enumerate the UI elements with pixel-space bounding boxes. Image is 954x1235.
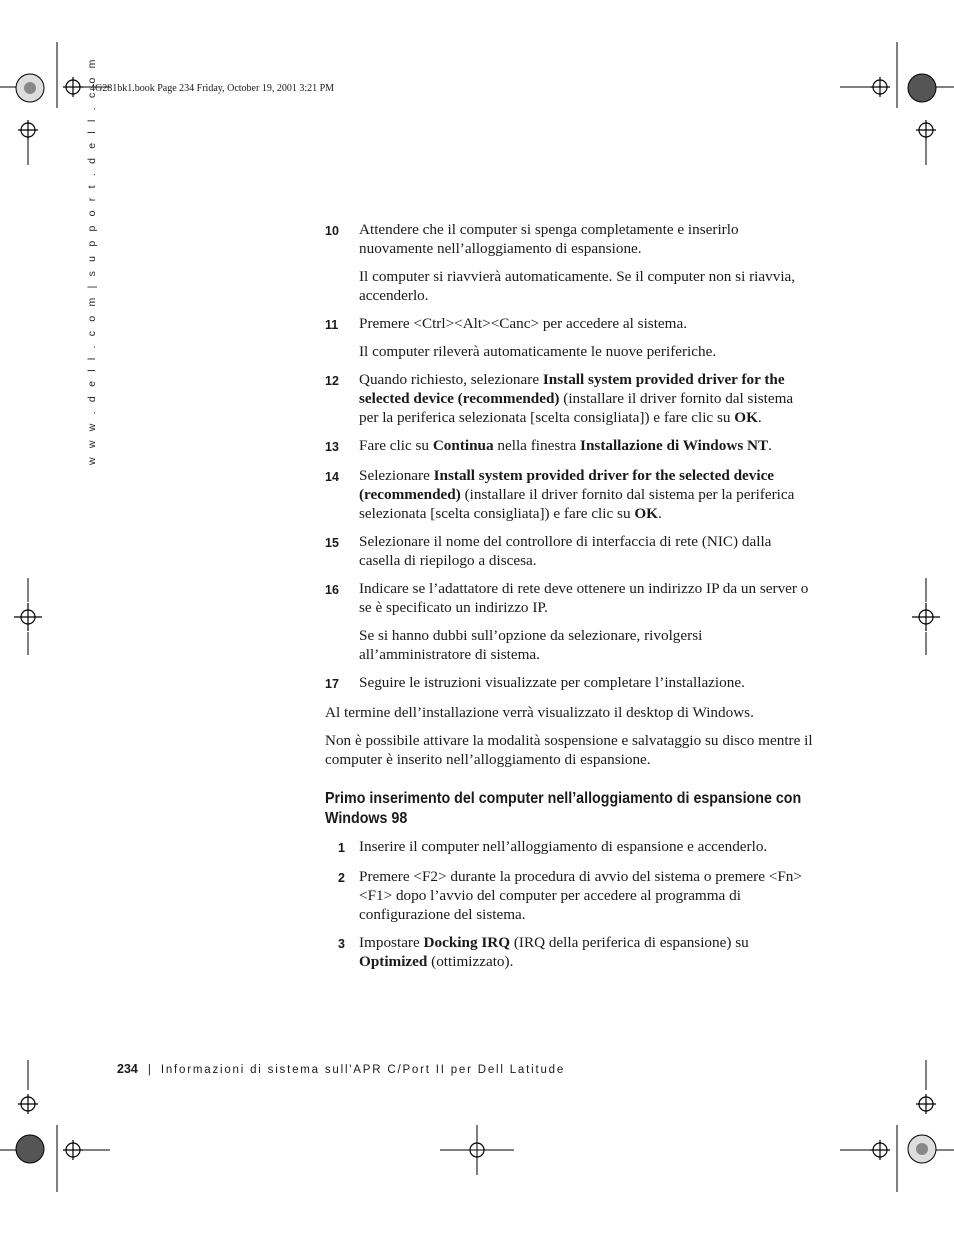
footer-title: Informazioni di sistema sull'APR C/Port II per Dell Latitude (160, 1064, 566, 1076)
side-url: w w w . d e l l . c o m | s u p p o r t . d e l l . c o m (86, 56, 98, 465)
step-number: 1 (338, 841, 345, 855)
step-text: Fare clic su Continua nella finestra Installazione di Windows NT. (359, 437, 772, 454)
step-number: 11 (325, 318, 339, 332)
step-number: 17 (325, 677, 339, 691)
page-number: 234 (117, 1062, 138, 1076)
step-number: 13 (325, 440, 339, 454)
step-17 (325, 673, 815, 694)
step-text: Inserire il computer nell’alloggiamento di espansione e accenderlo. (359, 838, 768, 855)
step-text: Selezionare il nome del controllore di interfaccia di rete (NIC) dalla casella di riepilogo a discesa. (359, 533, 772, 569)
step-text: Premere <Ctrl><Alt><Canc> per accedere al sistema. (359, 315, 688, 332)
step-3 (325, 933, 815, 971)
step-1 (325, 837, 815, 858)
paragraph: Non è possibile attivare la modalità sospensione e salvataggio su disco mentre il computer è inserito nell’alloggiamento di espansione. (325, 732, 813, 768)
paragraph: Al termine dell’installazione verrà visualizzato il desktop di Windows. (325, 704, 754, 721)
page-footer (117, 1062, 565, 1076)
step-text: Indicare se l’adattatore di rete deve ottenere un indirizzo IP da un server o se è specificato un indirizzo IP. (359, 580, 809, 616)
step-text: Attendere che il computer si spenga completamente e inserirlo nuovamente nell’alloggiamento di espansione. (359, 221, 739, 257)
step-text: Quando richiesto, selezionare Install system provided driver for the selected device (recommended) (installare il driver fornito dal sistema per la periferica selezionata [scelta consigliata]) e fare clic su OK. (359, 371, 794, 426)
step-16 (325, 579, 815, 664)
step-number: 15 (325, 536, 339, 550)
step-number: 12 (325, 374, 339, 388)
step-text: Selezionare Install system provided driver for the selected device (recommended) (installare il driver fornito dal sistema per la periferica selezionata [scelta consigliata]) e fare clic su OK. (359, 467, 795, 522)
step-number: 10 (325, 224, 339, 238)
step-text: Seguire le istruzioni visualizzate per completare l’installazione. (359, 674, 745, 691)
footer-separator: | (147, 1064, 151, 1076)
step-note: Il computer rileverà automaticamente le nuove periferiche. (359, 343, 717, 360)
step-number: 16 (325, 583, 339, 597)
step-note: Il computer si riavvierà automaticamente. Se il computer non si riavvia, accenderlo. (359, 268, 796, 304)
step-number: 14 (325, 470, 339, 484)
main-content (325, 220, 815, 980)
step-number: 3 (338, 937, 345, 951)
step-text: Impostare Docking IRQ (IRQ della periferica di espansione) su Optimized (ottimizzato). (359, 934, 749, 970)
section-heading: Primo inserimento del computer nell’alloggiamento di espansione con Windows 98 (325, 790, 802, 827)
step-2 (325, 867, 815, 924)
step-text: Premere <F2> durante la procedura di avvio del sistema o premere <Fn><F1> dopo l’avvio del computer per accedere al programma di configurazione del sistema. (359, 868, 802, 923)
step-11 (325, 314, 815, 361)
step-14 (325, 466, 815, 523)
step-15 (325, 532, 815, 570)
step-12 (325, 370, 815, 427)
step-number: 2 (338, 871, 345, 885)
printer-header: 4G281bk1.book Page 234 Friday, October 19, 2001 3:21 PM (90, 83, 335, 94)
step-10 (325, 220, 815, 305)
step-note: Se si hanno dubbi sull’opzione da selezionare, rivolgersi all’amministratore di sistema. (359, 627, 703, 663)
step-13 (325, 436, 815, 457)
